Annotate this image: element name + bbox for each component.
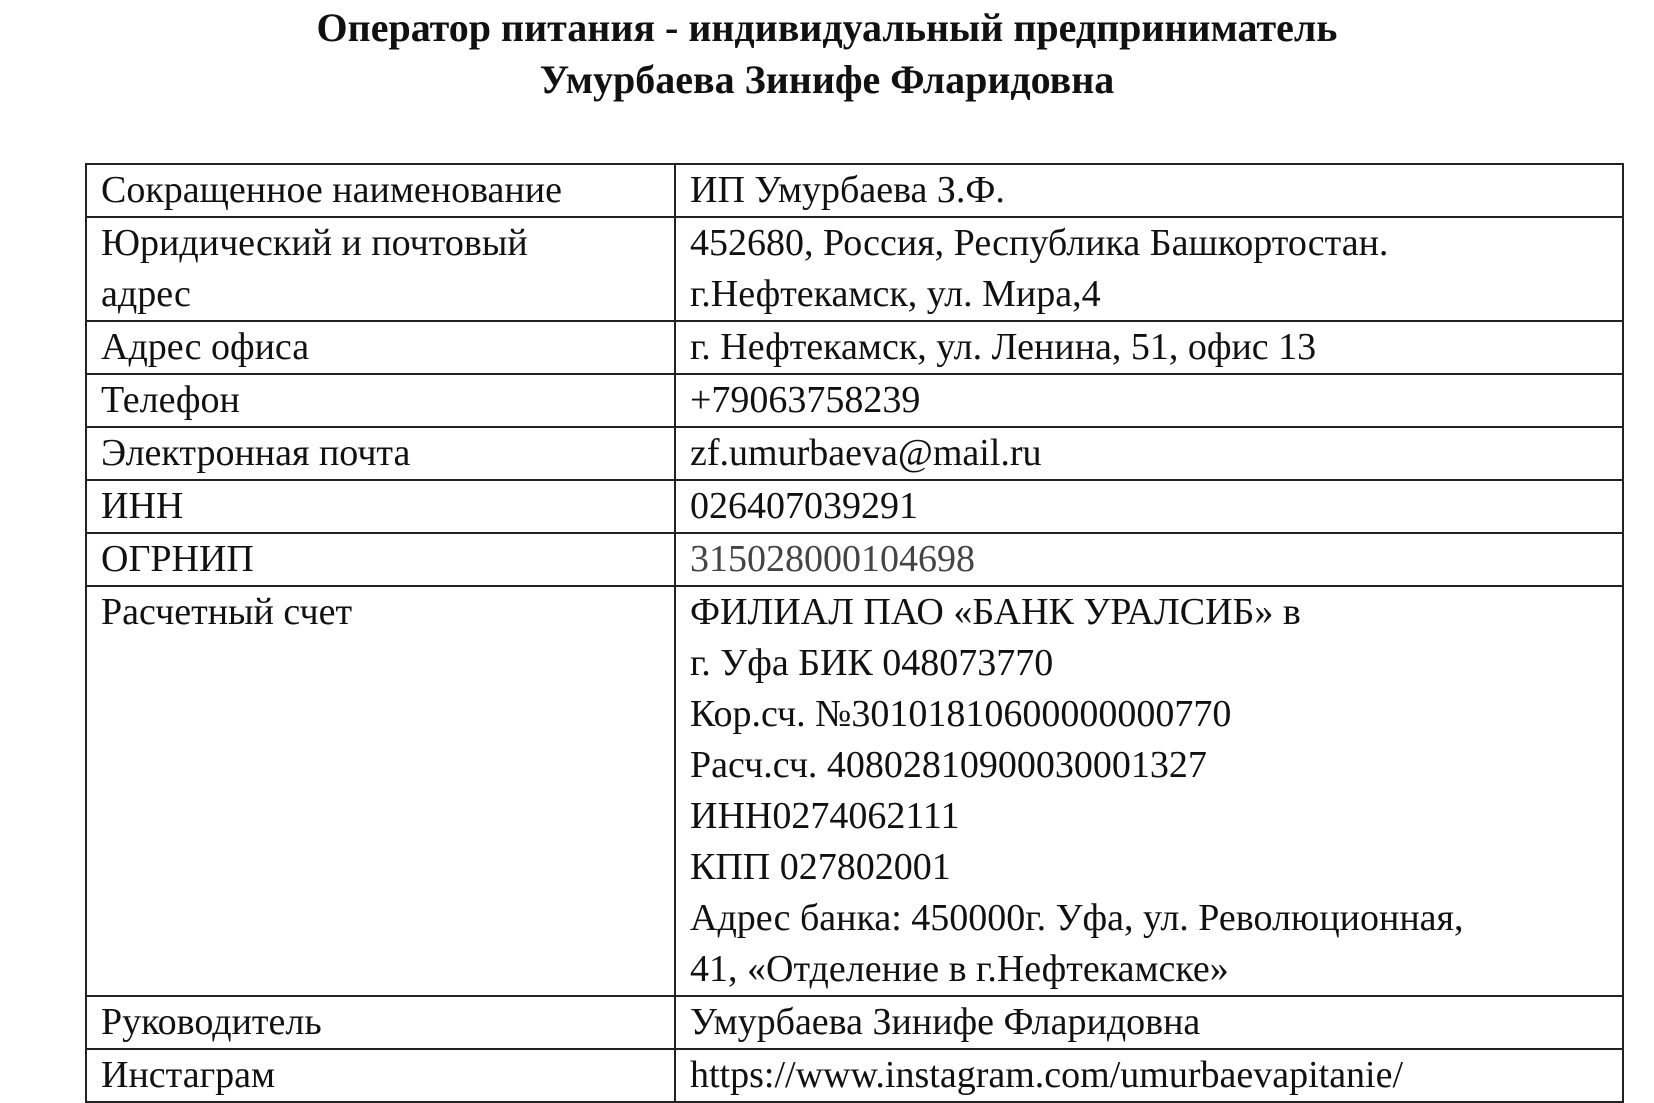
table-row-office-address (86, 321, 1623, 374)
row-label (86, 480, 675, 533)
row-value-line: Кор.сч. №30101810600000000770 (690, 693, 1232, 735)
row-value-line: 41, «Отделение в г.Нефтекамске» (690, 948, 1229, 990)
instagram-link-text: https://www.instagram.com/umurbaevapitanie/ (690, 1054, 1404, 1096)
row-label (86, 374, 675, 427)
row-value-line: 315028000104698 (690, 538, 975, 580)
table-row-short-name (86, 164, 1623, 217)
row-label-line: Электронная почта (101, 432, 411, 474)
row-value-line: Расч.сч. 40802810900030001327 (690, 744, 1207, 786)
row-value-line: ИНН0274062111 (690, 795, 960, 837)
row-label (86, 427, 675, 480)
row-value-line: 452680, Россия, Республика Башкортостан. (690, 222, 1389, 264)
row-label-line: Руководитель (101, 1001, 322, 1043)
row-value (675, 480, 1623, 533)
row-label-line: Сокращенное наименование (101, 169, 562, 211)
row-label (86, 321, 675, 374)
row-label (86, 1049, 675, 1102)
row-value (675, 321, 1623, 374)
row-label-line: Юридический и почтовый (101, 222, 528, 264)
document-title-line-2: Умурбаева Зинифе Фларидовна (539, 57, 1115, 102)
table-row-instagram (86, 1049, 1623, 1102)
row-label-line: ИНН (101, 485, 184, 527)
row-value-line: zf.umurbaeva@mail.ru (690, 432, 1042, 474)
row-value-line: Адрес банка: 450000г. Уфа, ул. Революционная, (690, 897, 1464, 939)
row-label-line: Адрес офиса (101, 326, 310, 368)
row-label (86, 217, 675, 321)
row-value-line: г.Нефтекамск, ул. Мира,4 (690, 273, 1101, 315)
row-label (86, 996, 675, 1049)
table-row-phone (86, 374, 1623, 427)
table-row-email (86, 427, 1623, 480)
row-value (675, 164, 1623, 217)
row-value-line: г. Нефтекамск, ул. Ленина, 51, офис 13 (690, 326, 1317, 368)
table-row-legal-address (86, 217, 1623, 321)
row-value (675, 996, 1623, 1049)
requisites-table (85, 163, 1624, 1103)
row-value-line: 026407039291 (690, 485, 918, 527)
row-value-line: ИП Умурбаева З.Ф. (690, 169, 1005, 211)
row-label (86, 533, 675, 586)
document-title-line-1: Оператор питания - индивидуальный предприниматель (316, 5, 1338, 50)
row-label (86, 164, 675, 217)
row-value (675, 217, 1623, 321)
row-label-line: Телефон (101, 379, 240, 421)
row-label-line: ОГРНИП (101, 538, 254, 580)
table-row-ogrnip (86, 533, 1623, 586)
row-label (86, 586, 675, 996)
row-value-line: ФИЛИАЛ ПАО «БАНК УРАЛСИБ» в (690, 591, 1301, 633)
row-value (675, 374, 1623, 427)
row-value (675, 533, 1623, 586)
row-label-line: Инстаграм (101, 1054, 276, 1096)
row-value-line: Умурбаева Зинифе Фларидовна (690, 1001, 1201, 1043)
row-label-line: адрес (101, 273, 191, 315)
table-row-inn (86, 480, 1623, 533)
row-value (675, 1049, 1623, 1102)
row-value-line: г. Уфа БИК 048073770 (690, 642, 1054, 684)
row-label-line: Расчетный счет (101, 591, 353, 633)
table-row-bank-account (86, 586, 1623, 996)
row-value (675, 427, 1623, 480)
table-row-director (86, 996, 1623, 1049)
row-value-line: КПП 027802001 (690, 846, 951, 888)
document-title (0, 2, 1654, 106)
row-value-line: +79063758239 (690, 379, 921, 421)
row-value (675, 586, 1623, 996)
